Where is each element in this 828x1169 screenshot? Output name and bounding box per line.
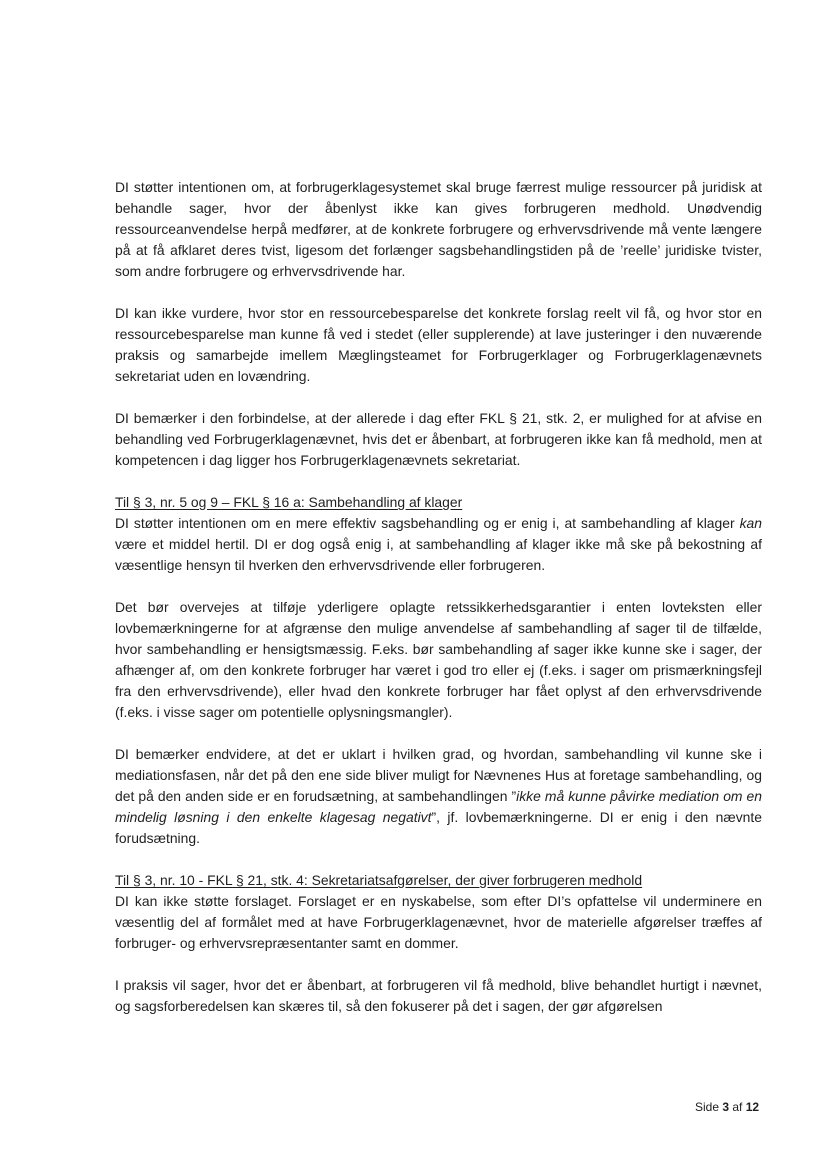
paragraph-legal-guarantees: Det bør overvejes at tilføje yderligere oplagte retssikkerhedsgarantier i enten lovteksten eller lovbemærkningerne for at afgrænse den mulige anvendelse af sambehandling af sager til de tilfælde, hvor sambehandling er hensigtsmæssig. F.eks. bør sambehandling af sager ikke kunne ske i sager, der afhænger af, om den konkrete forbruger har været i god tro eller ej (f.eks. i sager om prismærkningsfejl fra den erhvervsdrivende), eller hvad den konkrete forbruger har fået oplyst af den erhvervsdrivende (f.eks. i visse sager om potentielle oplysningsmangler). xyxy=(115,599,762,720)
document-body xyxy=(115,177,762,1038)
paragraph-cannot-support: DI kan ikke støtte forslaget. Forslaget er en nyskabelse, som efter DI’s opfattelse vil underminere en væsentlig del af formålet med at have Forbrugerklagenævnet, hvor de materielle afgørelser træffes af forbruger- og erhvervsrepræsentanter samt en dommer. xyxy=(115,893,762,951)
paragraph-mediation xyxy=(115,744,762,849)
paragraph-intention: DI støtter intentionen om, at forbrugerklagesystemet skal bruge færrest mulige ressourcer på juridisk at behandle sager, hvor der åbenlyst ikke kan gives forbrugeren medhold. Unødvendig ressourceanvendelse herpå medfører, at de konkrete forbrugere og erhvervsdrivende må vente længere på at få afklaret deres tvist, ligesom det forlænger sagsbehandlingstiden på de ’reelle’ juridiske tvister, som andre forbrugere og erhvervsdrivende har. xyxy=(115,179,762,279)
section-heading-sambehandling: Til § 3, nr. 5 og 9 – FKL § 16 a: Sambehandling af klager xyxy=(115,494,463,510)
text-run: være et middel hertil. DI er dog også enig i, at sambehandling af klager ikke må ske på bekostning af væsentlige hensyn til hverken den erhvervsdrivende eller forbrugeren. xyxy=(115,536,762,573)
current-page: 3 xyxy=(722,1100,730,1114)
page-prefix: Side xyxy=(695,1100,723,1114)
text-run: ”, jf. lovbemærkningerne. DI er enig i den nævnte forudsætning. xyxy=(115,809,762,846)
section-heading-sekretariat: Til § 3, nr. 10 - FKL § 21, stk. 4: Sekretariatsafgørelser, der giver forbrugeren medhold xyxy=(115,872,643,888)
paragraph-practice: I praksis vil sager, hvor det er åbenbart, at forbrugeren vil få medhold, blive behandlet hurtigt i nævnet, og sagsforberedelsen kan skæres til, så den fokuserer på det i sagen, der gør afgørelsen xyxy=(115,977,762,1014)
paragraph-sambehandling-intention xyxy=(115,513,762,576)
page-separator: af xyxy=(729,1100,746,1114)
text-run: DI støtter intentionen om en mere effektiv sagsbehandling og er enig i, at sambehandling af klager xyxy=(115,515,740,531)
paragraph-resource-savings: DI kan ikke vurdere, hvor stor en ressourcebesparelse det konkrete forslag reelt vil få, og hvor stor en ressourcebesparelse man kunne få ved i stedet (eller supplerende) at lave justeringer i den nuværende praksis og samarbejde imellem Mæglingsteamet for Forbrugerklager og Forbrugerklagenævnets sekretariat uden en lovændring. xyxy=(115,305,762,384)
page-number xyxy=(695,1100,759,1114)
quoted-emphasis: ikke må kunne påvirke mediation om en mindelig løsning i den enkelte klagesag negativt xyxy=(115,788,762,825)
total-pages: 12 xyxy=(745,1100,760,1114)
emphasis-text: kan xyxy=(739,515,762,531)
text-run: DI bemærker endvidere, at det er uklart i hvilken grad, og hvordan, sambehandling vil kunne ske i mediationsfasen, når det på den ene side bliver muligt for Nævnenes Hus at foretage sambehandling, og det på den anden side er en forudsætning, at sambehandlingen ” xyxy=(115,746,762,804)
paragraph-fkl-21: DI bemærker i den forbindelse, at der allerede i dag efter FKL § 21, stk. 2, er mulighed for at afvise en behandling ved Forbrugerklagenævnet, hvis det er åbenbart, at forbrugeren ikke kan få medhold, men at kompetencen i dag ligger hos Forbrugerklagenævnets sekretariat. xyxy=(115,410,762,468)
